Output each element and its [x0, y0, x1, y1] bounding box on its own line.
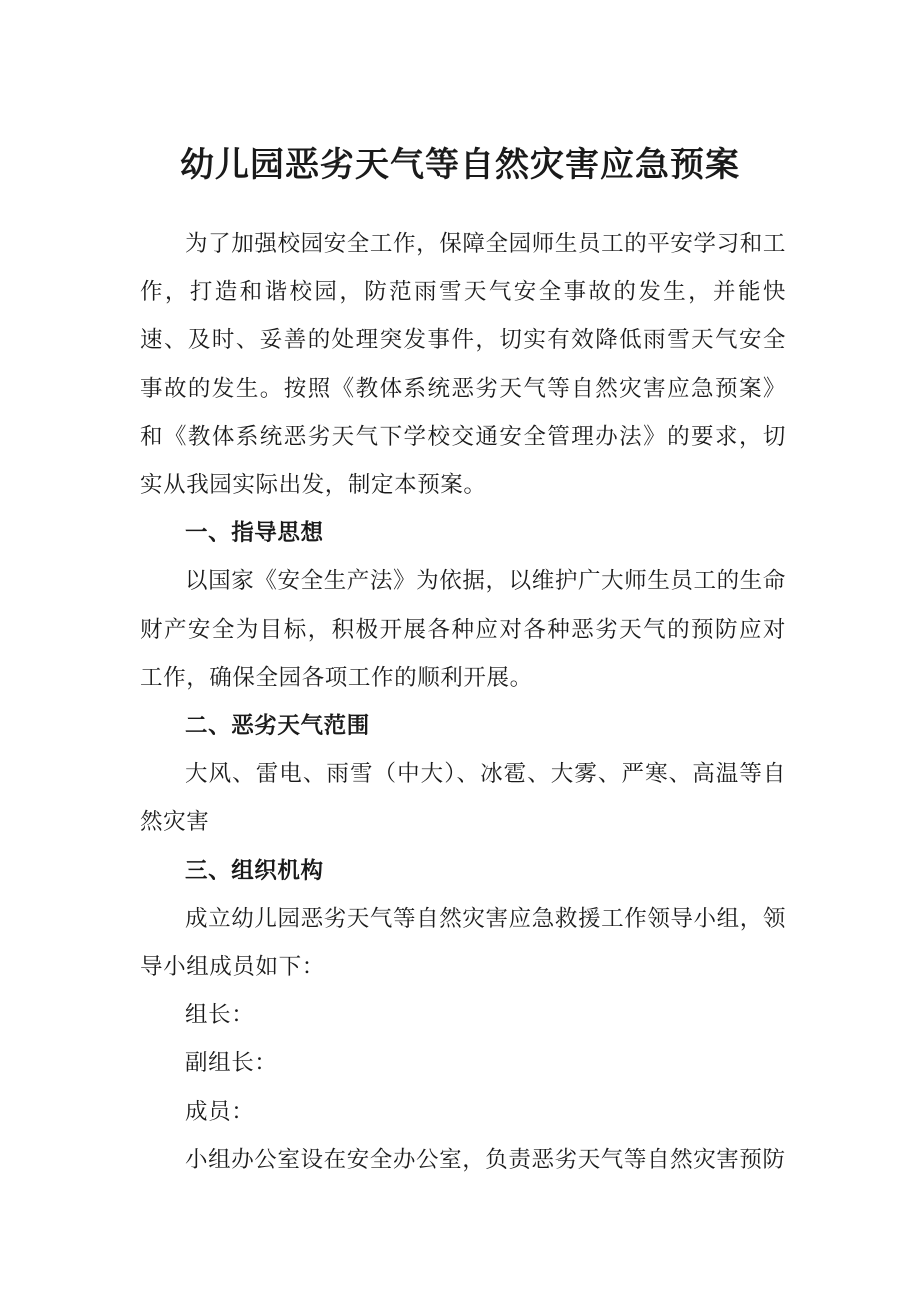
section-paragraph: 成立幼儿园恶劣天气等自然灾害应急救援工作领导小组，领导小组成员如下： [140, 905, 786, 981]
section-paragraph: 以国家《安全生产法》为依据，以维护广大师生员工的生命财产安全为目标，积极开展各种应对各种恶劣天气的预防应对工作，确保全园各项工作的顺利开展。 [140, 568, 786, 691]
role-members: 成员： [185, 1098, 255, 1125]
office-paragraph: 小组办公室设在安全办公室，负责恶劣天气等自然灾害预防 [185, 1146, 786, 1173]
section-heading: 二、恶劣天气范围 [185, 713, 370, 740]
section-organization [140, 847, 786, 1184]
section-guiding-thought [140, 509, 786, 702]
role-leader: 组长： [185, 1002, 255, 1029]
section-heading: 一、指导思想 [185, 520, 324, 547]
intro-paragraph: 为了加强校园安全工作，保障全园师生员工的平安学习和工作，打造和谐校园，防范雨雪天气安全事故的发生，并能快速、及时、妥善的处理突发事件，切实有效降低雨雪天气安全事故的发生。按照《教体系统恶劣天气等自然灾害应急预案》和《教体系统恶劣天气下学校交通安全管理办法》的要求，切实从我园实际出发，制定本预案。 [140, 231, 786, 499]
role-deputy-leader: 副组长： [185, 1050, 278, 1077]
document-body [140, 220, 786, 1184]
document-title: 幼儿园恶劣天气等自然灾害应急预案 [180, 145, 740, 185]
section-weather-scope [140, 702, 786, 847]
section-heading: 三、组织机构 [185, 857, 324, 884]
section-paragraph: 大风、雷电、雨雪（中大）、冰雹、大雾、严寒、高温等自然灾害 [140, 761, 786, 836]
